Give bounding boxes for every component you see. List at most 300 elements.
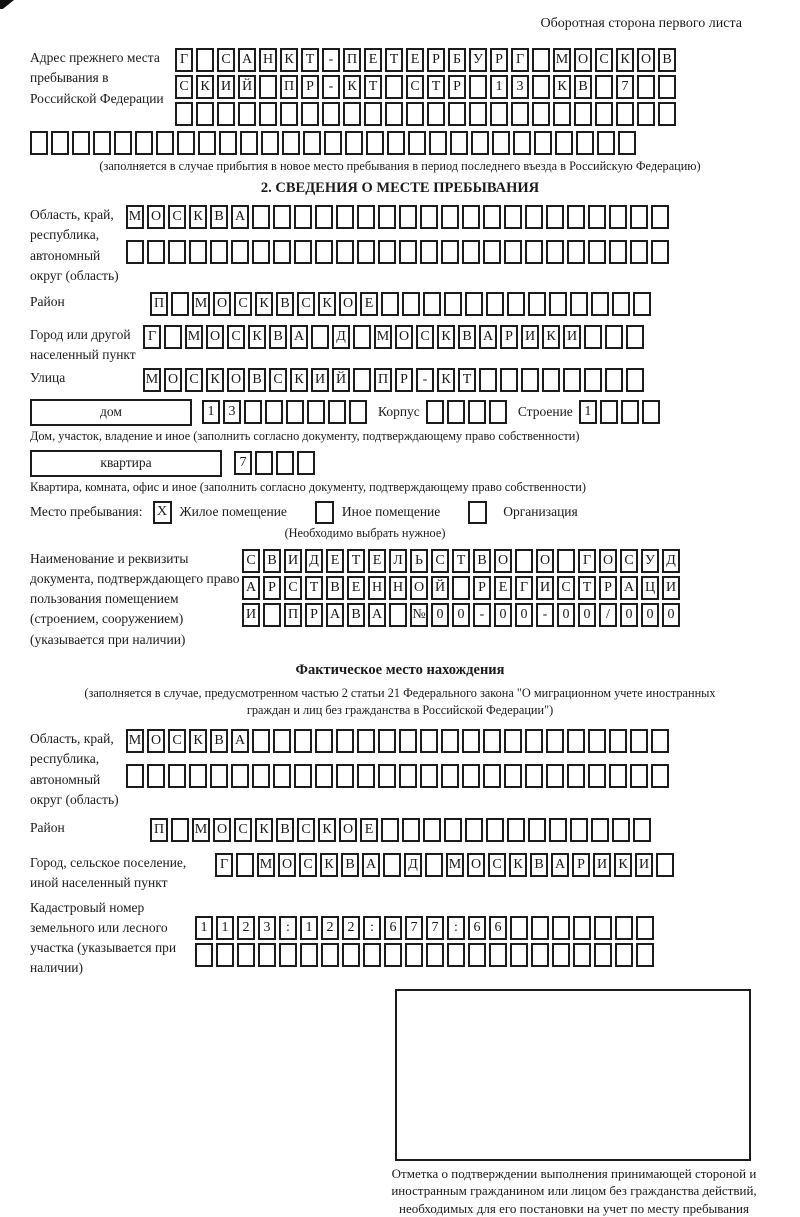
char-cell[interactable]: С	[299, 853, 317, 877]
char-cell[interactable]	[195, 943, 213, 967]
char-cell[interactable]: И	[311, 368, 329, 392]
char-cell[interactable]: Т	[452, 549, 470, 573]
char-cell[interactable]: 1	[490, 75, 508, 99]
char-cell[interactable]	[336, 240, 354, 264]
char-cell[interactable]	[621, 400, 639, 424]
char-cell[interactable]	[573, 943, 591, 967]
char-cell[interactable]: Р	[427, 48, 445, 72]
char-cell[interactable]: О	[206, 325, 224, 349]
char-cell[interactable]	[444, 818, 462, 842]
char-cell[interactable]	[637, 75, 655, 99]
char-cell[interactable]: В	[276, 818, 294, 842]
char-cell[interactable]	[258, 943, 276, 967]
char-cell[interactable]: К	[189, 729, 207, 753]
char-cell[interactable]: Р	[490, 48, 508, 72]
char-cell[interactable]: С	[416, 325, 434, 349]
char-cell[interactable]: А	[290, 325, 308, 349]
char-cell[interactable]	[658, 102, 676, 126]
char-cell[interactable]	[651, 205, 669, 229]
char-cell[interactable]: К	[248, 325, 266, 349]
char-cell[interactable]	[570, 292, 588, 316]
char-cell[interactable]: 0	[431, 603, 449, 627]
char-cell[interactable]: К	[318, 292, 336, 316]
char-cell[interactable]	[636, 916, 654, 940]
char-cell[interactable]	[244, 400, 262, 424]
char-cell[interactable]: К	[280, 48, 298, 72]
char-cell[interactable]	[406, 102, 424, 126]
char-cell[interactable]	[513, 131, 531, 155]
char-cell[interactable]	[471, 131, 489, 155]
char-cell[interactable]	[441, 240, 459, 264]
char-cell[interactable]	[546, 764, 564, 788]
char-cell[interactable]	[521, 368, 539, 392]
char-cell[interactable]	[378, 240, 396, 264]
char-cell[interactable]	[462, 205, 480, 229]
char-cell[interactable]: И	[662, 576, 680, 600]
char-cell[interactable]: Е	[360, 292, 378, 316]
char-cell[interactable]	[546, 205, 564, 229]
char-cell[interactable]	[483, 240, 501, 264]
char-cell[interactable]	[378, 729, 396, 753]
char-cell[interactable]: 0	[620, 603, 638, 627]
char-cell[interactable]: К	[509, 853, 527, 877]
char-cell[interactable]: 0	[452, 603, 470, 627]
char-cell[interactable]	[531, 943, 549, 967]
char-cell[interactable]: 2	[237, 916, 255, 940]
char-cell[interactable]: Е	[368, 549, 386, 573]
char-cell[interactable]	[465, 292, 483, 316]
char-cell[interactable]	[594, 943, 612, 967]
char-cell[interactable]	[570, 818, 588, 842]
char-cell[interactable]: Д	[305, 549, 323, 573]
char-cell[interactable]	[511, 102, 529, 126]
char-cell[interactable]: В	[530, 853, 548, 877]
char-cell[interactable]	[633, 292, 651, 316]
char-cell[interactable]: П	[150, 818, 168, 842]
char-cell[interactable]	[349, 400, 367, 424]
char-cell[interactable]: О	[467, 853, 485, 877]
char-cell[interactable]: 1	[300, 916, 318, 940]
char-cell[interactable]: С	[168, 729, 186, 753]
char-cell[interactable]: П	[343, 48, 361, 72]
char-cell[interactable]: С	[297, 292, 315, 316]
char-cell[interactable]	[597, 131, 615, 155]
char-cell[interactable]: Г	[578, 549, 596, 573]
char-cell[interactable]: -	[322, 75, 340, 99]
char-cell[interactable]: К	[255, 818, 273, 842]
char-cell[interactable]: Н	[368, 576, 386, 600]
char-cell[interactable]: Г	[215, 853, 233, 877]
char-cell[interactable]: Р	[395, 368, 413, 392]
char-cell[interactable]	[486, 818, 504, 842]
char-cell[interactable]	[557, 549, 575, 573]
char-cell[interactable]	[216, 943, 234, 967]
char-cell[interactable]	[612, 292, 630, 316]
char-cell[interactable]: О	[637, 48, 655, 72]
char-cell[interactable]	[534, 131, 552, 155]
char-cell[interactable]: 3	[223, 400, 241, 424]
char-cell[interactable]: О	[536, 549, 554, 573]
char-cell[interactable]	[357, 764, 375, 788]
char-cell[interactable]	[265, 400, 283, 424]
char-cell[interactable]	[546, 240, 564, 264]
char-cell[interactable]: Т	[578, 576, 596, 600]
char-cell[interactable]: С	[620, 549, 638, 573]
char-cell[interactable]: И	[242, 603, 260, 627]
char-cell[interactable]: Е	[406, 48, 424, 72]
char-cell[interactable]: О	[213, 292, 231, 316]
char-cell[interactable]: И	[635, 853, 653, 877]
char-cell[interactable]	[168, 240, 186, 264]
char-cell[interactable]: 3	[258, 916, 276, 940]
char-cell[interactable]	[156, 131, 174, 155]
char-cell[interactable]	[399, 240, 417, 264]
char-cell[interactable]: О	[494, 549, 512, 573]
char-cell[interactable]: П	[284, 603, 302, 627]
char-cell[interactable]	[336, 729, 354, 753]
char-cell[interactable]: А	[238, 48, 256, 72]
char-cell[interactable]: С	[227, 325, 245, 349]
char-cell[interactable]: О	[278, 853, 296, 877]
char-cell[interactable]	[567, 764, 585, 788]
char-cell[interactable]	[357, 240, 375, 264]
char-cell[interactable]: С	[234, 292, 252, 316]
char-cell[interactable]: М	[143, 368, 161, 392]
char-cell[interactable]	[630, 240, 648, 264]
char-cell[interactable]: М	[553, 48, 571, 72]
char-cell[interactable]: К	[189, 205, 207, 229]
char-cell[interactable]	[609, 205, 627, 229]
char-cell[interactable]: Р	[263, 576, 281, 600]
char-cell[interactable]	[252, 729, 270, 753]
char-cell[interactable]: Е	[364, 48, 382, 72]
char-cell[interactable]	[231, 764, 249, 788]
char-cell[interactable]	[504, 240, 522, 264]
char-cell[interactable]	[273, 729, 291, 753]
char-cell[interactable]: :	[447, 916, 465, 940]
char-cell[interactable]	[423, 292, 441, 316]
char-cell[interactable]	[462, 764, 480, 788]
checkbox-other-premises[interactable]	[315, 501, 334, 524]
char-cell[interactable]	[492, 131, 510, 155]
char-cell[interactable]: С	[297, 818, 315, 842]
char-cell[interactable]: П	[280, 75, 298, 99]
char-cell[interactable]: М	[126, 729, 144, 753]
house-type-box[interactable]: дом	[30, 399, 192, 426]
char-cell[interactable]: 7	[405, 916, 423, 940]
char-cell[interactable]	[510, 943, 528, 967]
char-cell[interactable]	[364, 102, 382, 126]
char-cell[interactable]	[452, 576, 470, 600]
char-cell[interactable]: Т	[364, 75, 382, 99]
char-cell[interactable]	[588, 764, 606, 788]
checkbox-organization[interactable]	[468, 501, 487, 524]
char-cell[interactable]	[450, 131, 468, 155]
char-cell[interactable]	[555, 131, 573, 155]
char-cell[interactable]	[633, 818, 651, 842]
char-cell[interactable]	[444, 292, 462, 316]
char-cell[interactable]	[252, 764, 270, 788]
char-cell[interactable]: Н	[259, 48, 277, 72]
char-cell[interactable]	[389, 603, 407, 627]
char-cell[interactable]	[315, 240, 333, 264]
char-cell[interactable]	[51, 131, 69, 155]
char-cell[interactable]: 0	[578, 603, 596, 627]
char-cell[interactable]: В	[341, 853, 359, 877]
char-cell[interactable]	[420, 729, 438, 753]
char-cell[interactable]	[322, 102, 340, 126]
char-cell[interactable]: -	[322, 48, 340, 72]
char-cell[interactable]: Р	[500, 325, 518, 349]
char-cell[interactable]	[609, 729, 627, 753]
char-cell[interactable]: И	[536, 576, 554, 600]
char-cell[interactable]	[189, 240, 207, 264]
char-cell[interactable]: О	[395, 325, 413, 349]
char-cell[interactable]	[618, 131, 636, 155]
char-cell[interactable]: С	[595, 48, 613, 72]
char-cell[interactable]	[273, 205, 291, 229]
char-cell[interactable]: А	[479, 325, 497, 349]
char-cell[interactable]	[238, 102, 256, 126]
char-cell[interactable]: В	[269, 325, 287, 349]
char-cell[interactable]: И	[521, 325, 539, 349]
char-cell[interactable]: С	[557, 576, 575, 600]
char-cell[interactable]: 1	[195, 916, 213, 940]
char-cell[interactable]	[500, 368, 518, 392]
char-cell[interactable]: А	[242, 576, 260, 600]
char-cell[interactable]	[441, 764, 459, 788]
char-cell[interactable]: 1	[216, 916, 234, 940]
char-cell[interactable]	[252, 205, 270, 229]
char-cell[interactable]: -	[473, 603, 491, 627]
char-cell[interactable]	[383, 853, 401, 877]
char-cell[interactable]	[507, 818, 525, 842]
char-cell[interactable]	[515, 549, 533, 573]
char-cell[interactable]: Р	[305, 603, 323, 627]
char-cell[interactable]	[385, 102, 403, 126]
char-cell[interactable]	[294, 240, 312, 264]
char-cell[interactable]: К	[343, 75, 361, 99]
char-cell[interactable]	[171, 818, 189, 842]
char-cell[interactable]	[402, 818, 420, 842]
char-cell[interactable]: Б	[448, 48, 466, 72]
char-cell[interactable]	[135, 131, 153, 155]
char-cell[interactable]	[546, 729, 564, 753]
char-cell[interactable]	[595, 102, 613, 126]
char-cell[interactable]: Р	[473, 576, 491, 600]
char-cell[interactable]	[261, 131, 279, 155]
char-cell[interactable]: К	[318, 818, 336, 842]
char-cell[interactable]	[504, 764, 522, 788]
char-cell[interactable]: 6	[489, 916, 507, 940]
char-cell[interactable]	[259, 75, 277, 99]
char-cell[interactable]: С	[168, 205, 186, 229]
char-cell[interactable]	[399, 764, 417, 788]
char-cell[interactable]: Л	[389, 549, 407, 573]
char-cell[interactable]	[219, 131, 237, 155]
char-cell[interactable]: 7	[234, 451, 252, 475]
char-cell[interactable]	[426, 943, 444, 967]
char-cell[interactable]	[525, 205, 543, 229]
char-cell[interactable]: М	[192, 292, 210, 316]
char-cell[interactable]: И	[593, 853, 611, 877]
char-cell[interactable]	[609, 240, 627, 264]
char-cell[interactable]	[563, 368, 581, 392]
char-cell[interactable]: Й	[431, 576, 449, 600]
char-cell[interactable]: С	[269, 368, 287, 392]
char-cell[interactable]: Т	[305, 576, 323, 600]
char-cell[interactable]: К	[616, 48, 634, 72]
char-cell[interactable]: Г	[143, 325, 161, 349]
char-cell[interactable]: 3	[511, 75, 529, 99]
char-cell[interactable]	[658, 75, 676, 99]
char-cell[interactable]: О	[339, 818, 357, 842]
char-cell[interactable]	[651, 240, 669, 264]
char-cell[interactable]: О	[227, 368, 245, 392]
char-cell[interactable]	[553, 102, 571, 126]
char-cell[interactable]	[171, 292, 189, 316]
char-cell[interactable]: А	[231, 205, 249, 229]
char-cell[interactable]	[489, 943, 507, 967]
char-cell[interactable]	[402, 292, 420, 316]
char-cell[interactable]: -	[416, 368, 434, 392]
char-cell[interactable]: В	[263, 549, 281, 573]
char-cell[interactable]	[469, 75, 487, 99]
char-cell[interactable]	[588, 240, 606, 264]
char-cell[interactable]: В	[658, 48, 676, 72]
char-cell[interactable]	[630, 205, 648, 229]
char-cell[interactable]	[175, 102, 193, 126]
char-cell[interactable]	[489, 400, 507, 424]
char-cell[interactable]: И	[284, 549, 302, 573]
char-cell[interactable]	[549, 818, 567, 842]
char-cell[interactable]	[448, 102, 466, 126]
char-cell[interactable]	[573, 916, 591, 940]
char-cell[interactable]: 1	[202, 400, 220, 424]
char-cell[interactable]	[591, 292, 609, 316]
char-cell[interactable]	[286, 400, 304, 424]
char-cell[interactable]: П	[150, 292, 168, 316]
char-cell[interactable]	[147, 240, 165, 264]
char-cell[interactable]	[294, 729, 312, 753]
char-cell[interactable]: К	[614, 853, 632, 877]
char-cell[interactable]	[363, 943, 381, 967]
char-cell[interactable]	[177, 131, 195, 155]
char-cell[interactable]: Д	[662, 549, 680, 573]
char-cell[interactable]	[255, 451, 273, 475]
char-cell[interactable]: С	[217, 48, 235, 72]
char-cell[interactable]	[504, 729, 522, 753]
char-cell[interactable]	[637, 102, 655, 126]
char-cell[interactable]: Й	[332, 368, 350, 392]
char-cell[interactable]: 0	[494, 603, 512, 627]
char-cell[interactable]	[420, 764, 438, 788]
char-cell[interactable]: №	[410, 603, 428, 627]
char-cell[interactable]	[567, 205, 585, 229]
char-cell[interactable]	[336, 205, 354, 229]
char-cell[interactable]: М	[192, 818, 210, 842]
char-cell[interactable]: Д	[332, 325, 350, 349]
char-cell[interactable]: О	[213, 818, 231, 842]
char-cell[interactable]	[384, 943, 402, 967]
char-cell[interactable]: С	[234, 818, 252, 842]
char-cell[interactable]: С	[185, 368, 203, 392]
char-cell[interactable]: О	[147, 729, 165, 753]
char-cell[interactable]: М	[446, 853, 464, 877]
char-cell[interactable]: С	[242, 549, 260, 573]
char-cell[interactable]: К	[437, 325, 455, 349]
char-cell[interactable]: У	[469, 48, 487, 72]
char-cell[interactable]	[300, 943, 318, 967]
char-cell[interactable]	[294, 764, 312, 788]
char-cell[interactable]: Е	[494, 576, 512, 600]
char-cell[interactable]	[294, 205, 312, 229]
char-cell[interactable]	[93, 131, 111, 155]
char-cell[interactable]: 0	[515, 603, 533, 627]
char-cell[interactable]: С	[284, 576, 302, 600]
char-cell[interactable]	[420, 205, 438, 229]
char-cell[interactable]: О	[164, 368, 182, 392]
char-cell[interactable]	[236, 853, 254, 877]
char-cell[interactable]	[616, 102, 634, 126]
char-cell[interactable]	[345, 131, 363, 155]
char-cell[interactable]	[615, 916, 633, 940]
char-cell[interactable]	[297, 451, 315, 475]
char-cell[interactable]: В	[574, 75, 592, 99]
char-cell[interactable]: В	[248, 368, 266, 392]
char-cell[interactable]: /	[599, 603, 617, 627]
char-cell[interactable]	[399, 205, 417, 229]
char-cell[interactable]	[504, 205, 522, 229]
char-cell[interactable]: В	[473, 549, 491, 573]
char-cell[interactable]	[315, 205, 333, 229]
char-cell[interactable]	[210, 240, 228, 264]
char-cell[interactable]: В	[326, 576, 344, 600]
char-cell[interactable]	[626, 325, 644, 349]
char-cell[interactable]	[483, 205, 501, 229]
char-cell[interactable]	[528, 818, 546, 842]
char-cell[interactable]: :	[363, 916, 381, 940]
char-cell[interactable]	[588, 205, 606, 229]
apartment-type-box[interactable]: квартира	[30, 450, 222, 477]
char-cell[interactable]: 2	[342, 916, 360, 940]
char-cell[interactable]: В	[210, 205, 228, 229]
char-cell[interactable]	[307, 400, 325, 424]
char-cell[interactable]	[486, 292, 504, 316]
char-cell[interactable]	[600, 400, 618, 424]
char-cell[interactable]	[126, 764, 144, 788]
char-cell[interactable]: Р	[301, 75, 319, 99]
char-cell[interactable]	[378, 764, 396, 788]
char-cell[interactable]	[263, 603, 281, 627]
char-cell[interactable]	[507, 292, 525, 316]
char-cell[interactable]: К	[196, 75, 214, 99]
char-cell[interactable]	[591, 818, 609, 842]
char-cell[interactable]: :	[279, 916, 297, 940]
char-cell[interactable]: Т	[347, 549, 365, 573]
char-cell[interactable]	[609, 764, 627, 788]
char-cell[interactable]: Т	[385, 48, 403, 72]
char-cell[interactable]: Й	[238, 75, 256, 99]
char-cell[interactable]: О	[147, 205, 165, 229]
char-cell[interactable]	[426, 400, 444, 424]
char-cell[interactable]	[280, 102, 298, 126]
char-cell[interactable]	[387, 131, 405, 155]
char-cell[interactable]: Т	[458, 368, 476, 392]
char-cell[interactable]: 6	[468, 916, 486, 940]
char-cell[interactable]: К	[542, 325, 560, 349]
char-cell[interactable]	[615, 943, 633, 967]
